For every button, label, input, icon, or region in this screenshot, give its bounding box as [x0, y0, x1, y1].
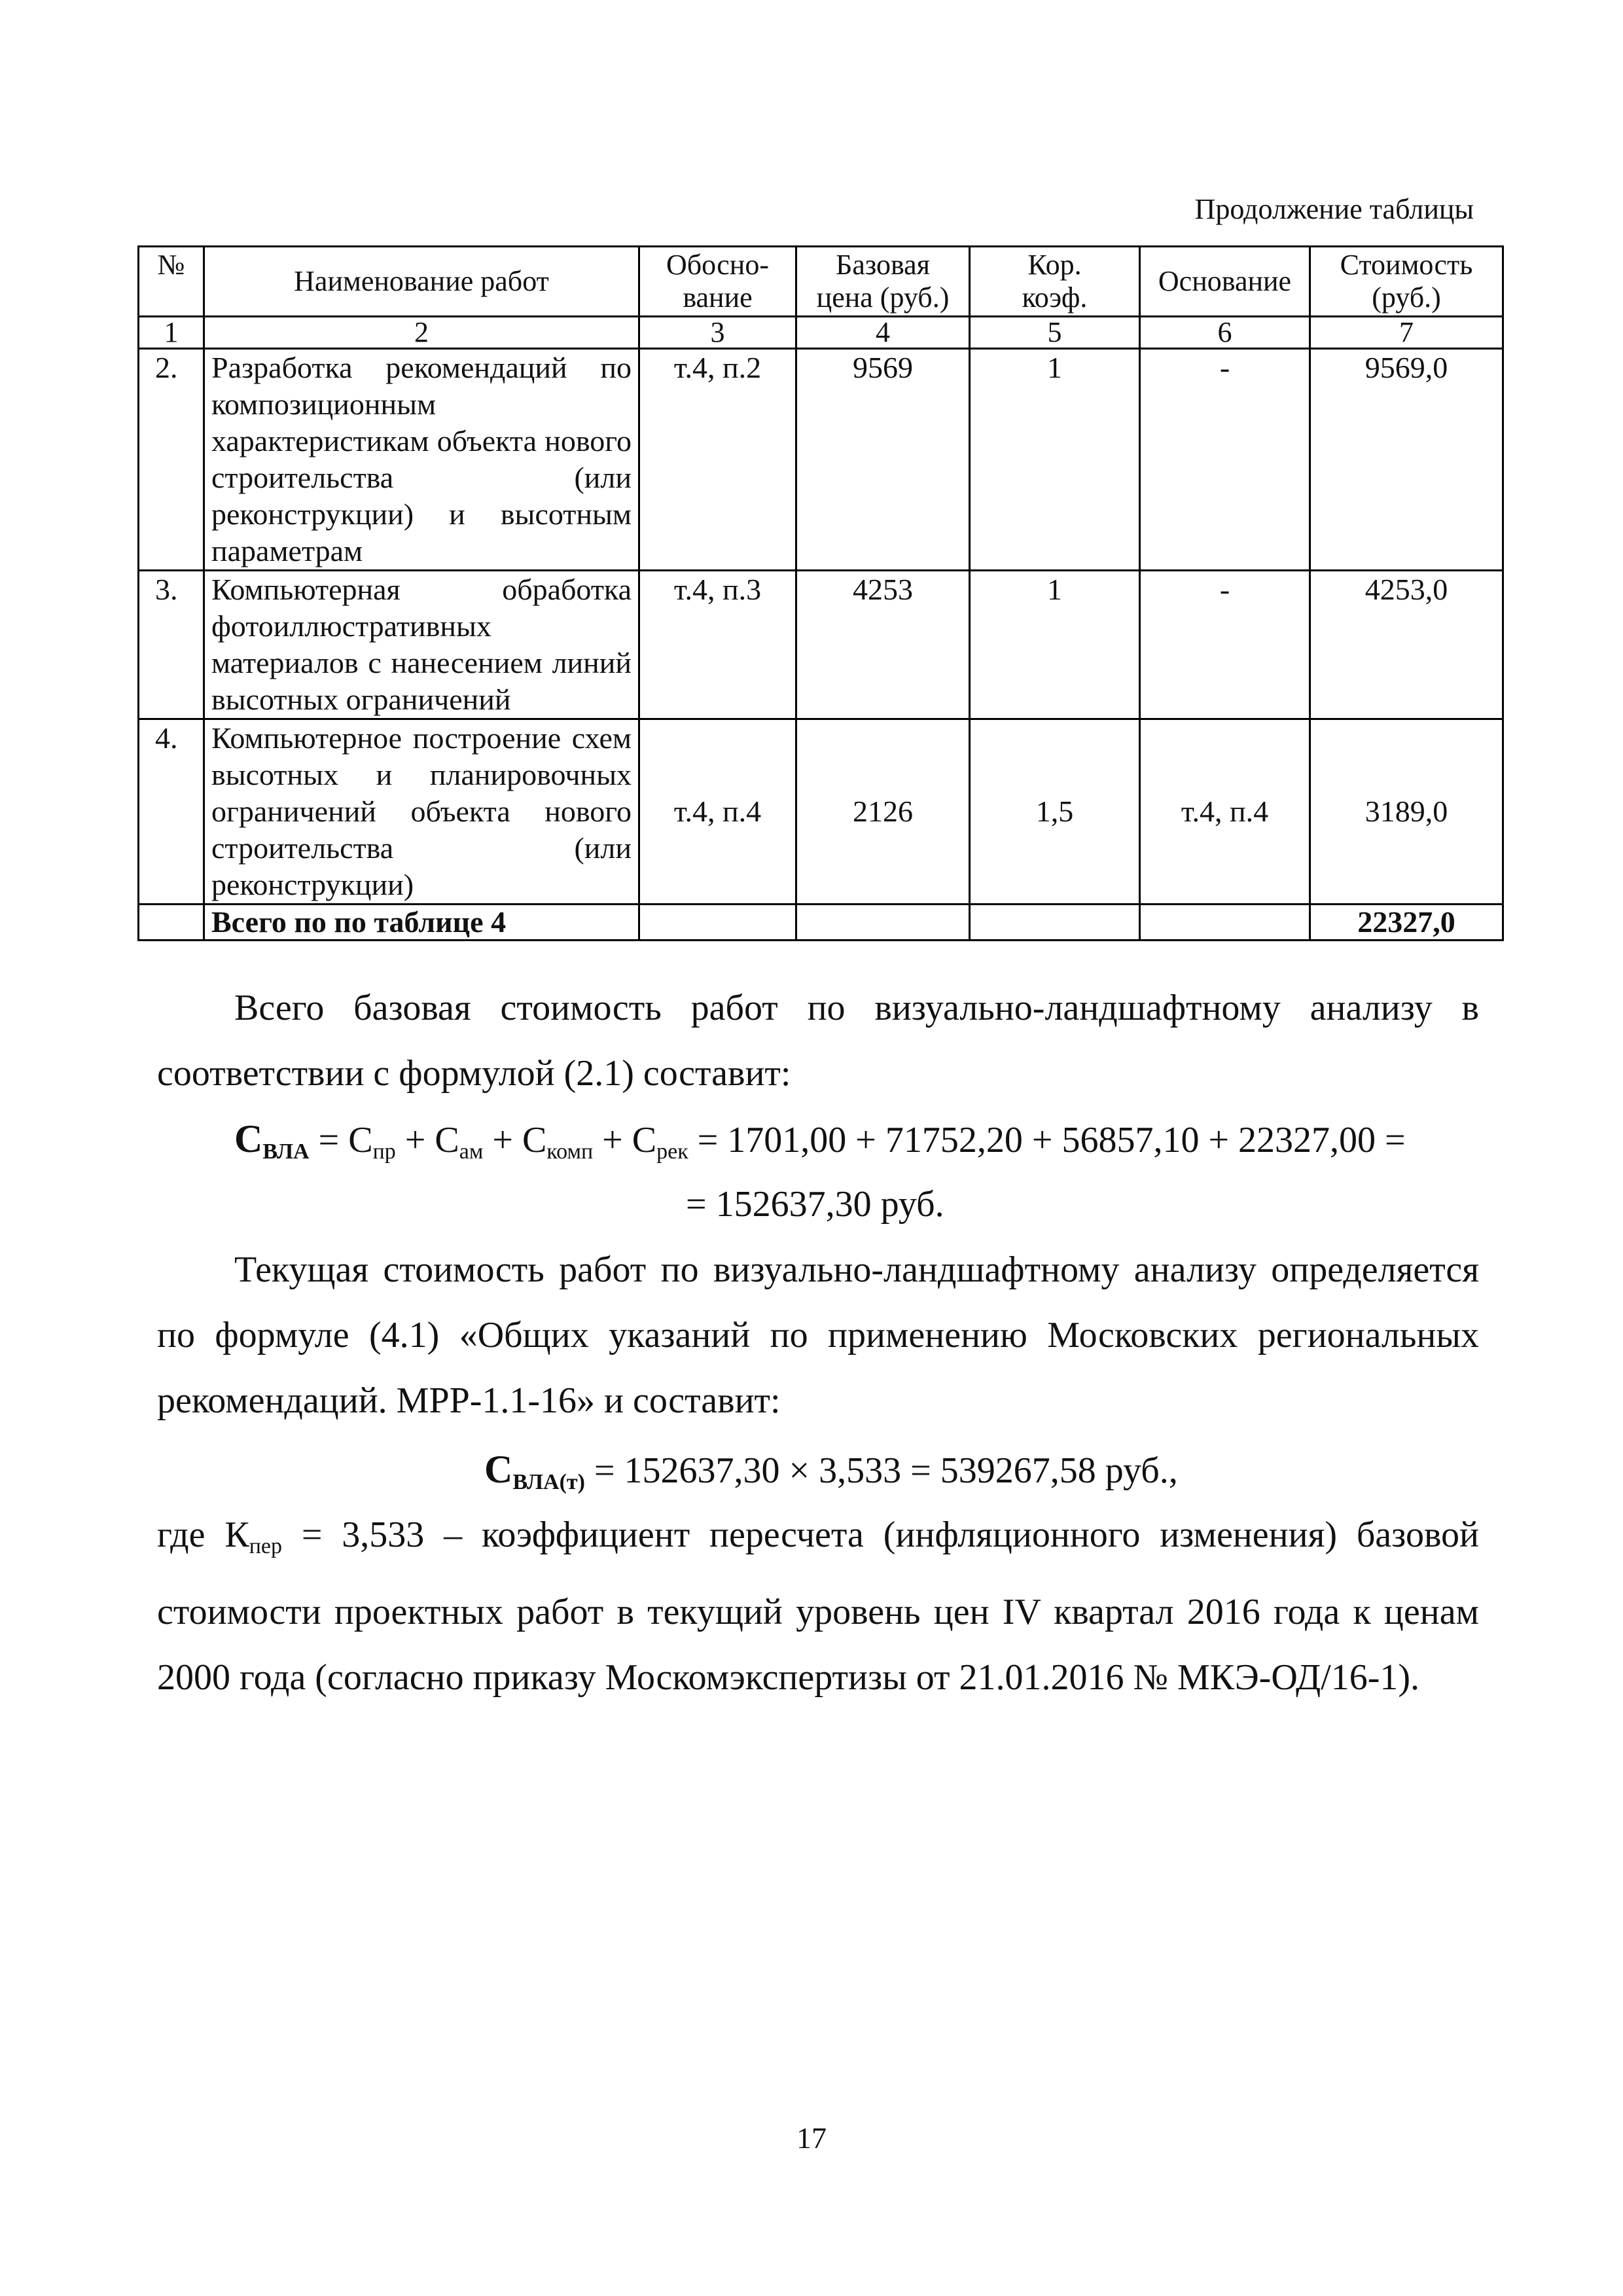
row-base-price: 2126	[796, 719, 970, 905]
row-basis: т.4, п.2	[639, 349, 796, 571]
row-cost: 4253,0	[1310, 571, 1503, 719]
row-work-name: Разработка рекомендаций по композиционным характеристикам объекта нового строительства (или реконструкции) и высотным параметрам	[204, 349, 639, 571]
row-basis: т.4, п.3	[639, 571, 796, 719]
paragraph-current-cost: Текущая стоимость работ по визуально-ландшафтному анализу определяется по формуле (4.1) «Общих указаний по применению Московских региональных рекомендаций. МРР-1.1-16» и составит:	[157, 1249, 1479, 1421]
paragraph-base-cost: Всего базовая стоимость работ по визуально-ландшафтному анализу в соответствии с формулой (2.1) составит:	[157, 988, 1479, 1094]
header-name: Наименование работ	[204, 247, 639, 317]
formula-base-cost-result: = 152637,30 руб.	[686, 1184, 944, 1225]
total-label: Всего по по таблице 4	[204, 905, 639, 941]
table-continuation-label: Продолжение таблицы	[1194, 193, 1474, 225]
row-work-name: Компьютерное построение схем высотных и планировочных ограничений объекта нового строительства (или реконструкции)	[204, 719, 639, 905]
table-row	[139, 719, 1503, 905]
row-cost: 3189,0	[1310, 719, 1503, 905]
total-empty-cell	[796, 905, 970, 941]
row-work-name: Компьютерная обработка фотоиллюстративных материалов с нанесением линий высотных ограничений	[204, 571, 639, 719]
table-total-row	[139, 905, 1503, 941]
cost-table	[137, 245, 1504, 941]
row-reason: -	[1140, 571, 1310, 719]
row-coefficient: 1	[970, 349, 1140, 571]
total-empty-cell	[1140, 905, 1310, 941]
header-num: №	[139, 247, 204, 317]
header-reason: Основание	[1140, 247, 1310, 317]
col-number: 7	[1310, 317, 1503, 349]
row-basis: т.4, п.4	[639, 719, 796, 905]
col-number: 5	[970, 317, 1140, 349]
col-number: 6	[1140, 317, 1310, 349]
formula-current-cost: СВЛА(т) = 152637,30 × 3,533 = 539267,58 руб.,	[484, 1448, 1178, 1494]
row-number: 3.	[139, 571, 204, 719]
total-empty-cell	[139, 905, 204, 941]
header-coefficient: Кор. коэф.	[970, 247, 1140, 317]
table-row	[139, 571, 1503, 719]
row-base-price: 4253	[796, 571, 970, 719]
row-reason: -	[1140, 349, 1310, 571]
col-number: 3	[639, 317, 796, 349]
col-number: 4	[796, 317, 970, 349]
table-row	[139, 349, 1503, 571]
row-reason: т.4, п.4	[1140, 719, 1310, 905]
row-cost: 9569,0	[1310, 349, 1503, 571]
header-basis: Обосно- вание	[639, 247, 796, 317]
row-coefficient: 1	[970, 571, 1140, 719]
formula-base-cost: СВЛА = $С_{пр} + С_{ам} + С_{комп} + С_{рек} = 1701,00 + 71752,20 + 56857,10 + 22327,00$ =	[234, 1117, 1406, 1164]
total-value: 22327,0	[1310, 905, 1503, 941]
row-base-price: 9569	[796, 349, 970, 571]
row-number: 2.	[139, 349, 204, 571]
col-number: 1	[139, 317, 204, 349]
table-header-row	[139, 247, 1503, 317]
header-cost: Стоимость (руб.)	[1310, 247, 1503, 317]
column-number-row	[139, 317, 1503, 349]
row-number: 4.	[139, 719, 204, 905]
total-empty-cell	[970, 905, 1140, 941]
page-number: 17	[796, 2121, 827, 2155]
row-coefficient: 1,5	[970, 719, 1140, 905]
total-empty-cell	[639, 905, 796, 941]
col-number: 2	[204, 317, 639, 349]
paragraph-coefficient-note: где $К_{пер} = 3,533$ – коэффициент пересчета (инфляционного изменения) базовой стоимости проектных работ в текущий уровень цен IV квартал 2016 года к ценам 2000 года (согласно приказу Москомэкспертизы от 21.01.2016 № МКЭ-ОД/16-1).	[157, 1515, 1479, 1698]
header-base-price: Базовая цена (руб.)	[796, 247, 970, 317]
